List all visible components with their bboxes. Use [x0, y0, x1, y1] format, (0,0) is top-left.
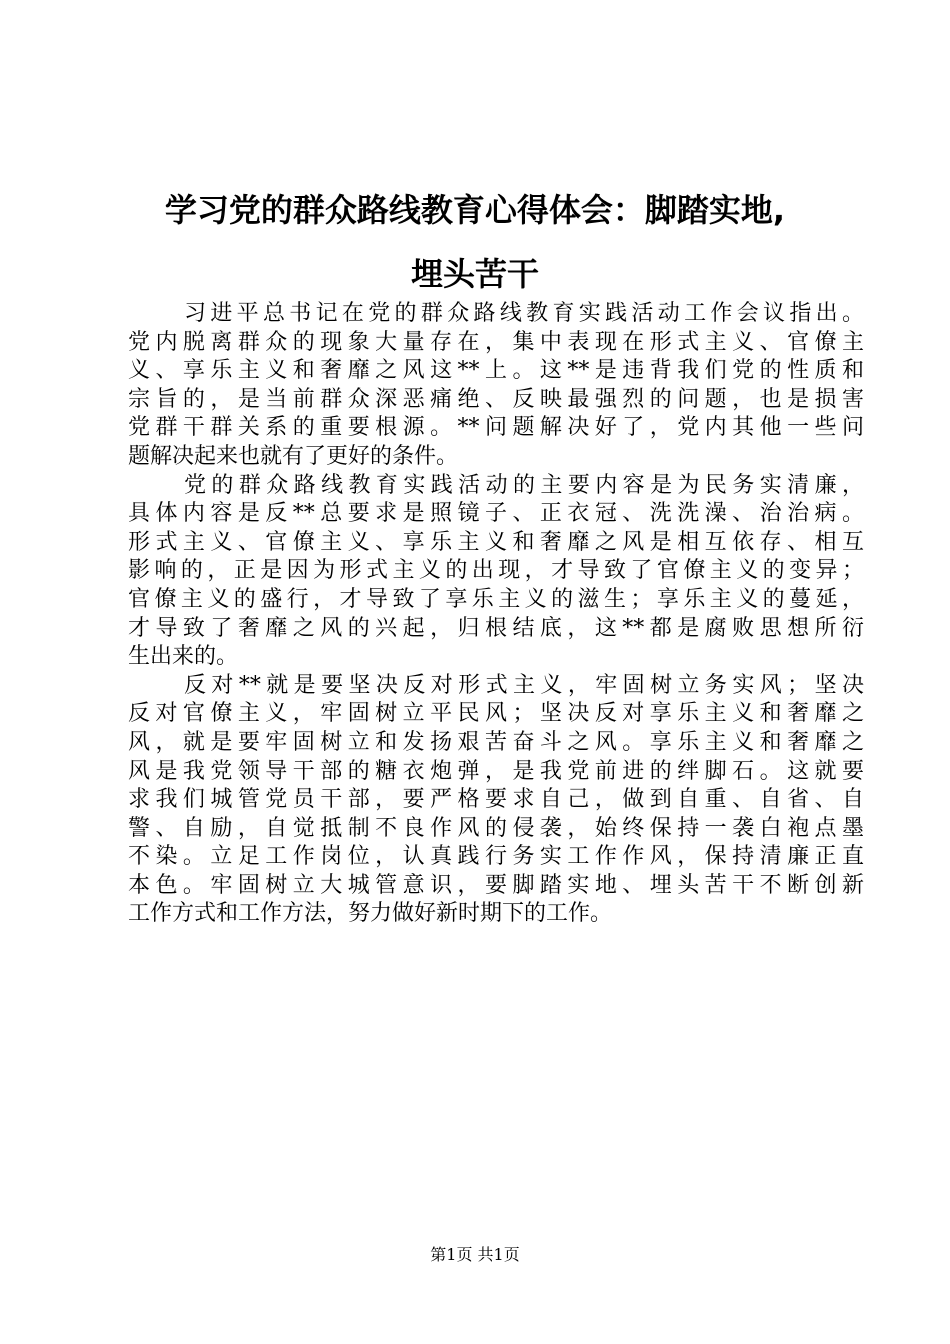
paragraph-line: 义、享乐主义和奢靡之风这**上。这**是违背我们党的性质和 [128, 358, 864, 384]
paragraph-line: 形式主义、官僚主义、享乐主义和奢靡之风是相互依存、相互 [128, 529, 864, 555]
paragraph-line: 不染。立足工作岗位，认真践行务实工作作风，保持清廉正直 [128, 844, 864, 870]
page-number-footer: 第1页 共1页 [430, 1245, 520, 1264]
paragraph-line: 本色。牢固树立大城管意识，要脚踏实地、埋头苦干不断创新 [128, 872, 864, 898]
paragraph-line: 党群干群关系的重要根源。**问题解决好了，党内其他一些问 [128, 415, 864, 441]
paragraph-line: 反对**就是要坚决反对形式主义，牢固树立务实风；坚决 [184, 672, 864, 698]
paragraph-line: 才导致了奢靡之风的兴起，归根结底，这**都是腐败思想所衍 [128, 615, 864, 641]
paragraph-line: 具体内容是反**总要求是照镜子、正衣冠、洗洗澡、治治病。 [128, 501, 864, 527]
paragraph-line: 习进平总书记在党的群众路线教育实践活动工作会议指出。 [184, 301, 864, 326]
paragraph-line: 反对官僚主义，牢固树立平民风；坚决反对享乐主义和奢靡之 [128, 701, 864, 727]
paragraph-3 [128, 672, 864, 929]
paragraph-line: 生出来的。 [128, 644, 239, 670]
document-title-line-1: 学习党的群众路线教育心得体会：脚踏实地, [164, 191, 786, 229]
document-body [128, 300, 864, 929]
paragraph-line: 警、自励，自觉抵制不良作风的侵袭，始终保持一袭白袍点墨 [128, 815, 864, 841]
paragraph-line: 影响的，正是因为形式主义的出现，才导致了官僚主义的变异； [128, 558, 864, 584]
paragraph-line: 官僚主义的盛行，才导致了享乐主义的滋生；享乐主义的蔓延， [128, 586, 864, 612]
paragraph-line: 党的群众路线教育实践活动的主要内容是为民务实清廉， [184, 472, 864, 498]
paragraph-line: 求我们城管党员干部，要严格要求自己，做到自重、自省、自 [128, 787, 864, 813]
paragraph-2 [128, 472, 864, 672]
paragraph-line: 风是我党领导干部的糖衣炮弹，是我党前进的绊脚石。这就要 [128, 758, 864, 784]
paragraph-line: 党内脱离群众的现象大量存在，集中表现在形式主义、官僚主 [128, 329, 864, 355]
paragraph-line: 宗旨的，是当前群众深恶痛绝、反映最强烈的问题，也是损害 [128, 386, 864, 412]
document-title-line-2: 埋头苦干 [410, 255, 539, 293]
paragraph-line: 工作方式和工作方法，努力做好新时期下的工作。 [128, 901, 613, 927]
paragraph-line: 风，就是要牢固树立和发扬艰苦奋斗之风。享乐主义和奢靡之 [128, 729, 864, 755]
paragraph-1 [128, 300, 864, 472]
paragraph-line: 题解决起来也就有了更好的条件。 [128, 443, 459, 469]
